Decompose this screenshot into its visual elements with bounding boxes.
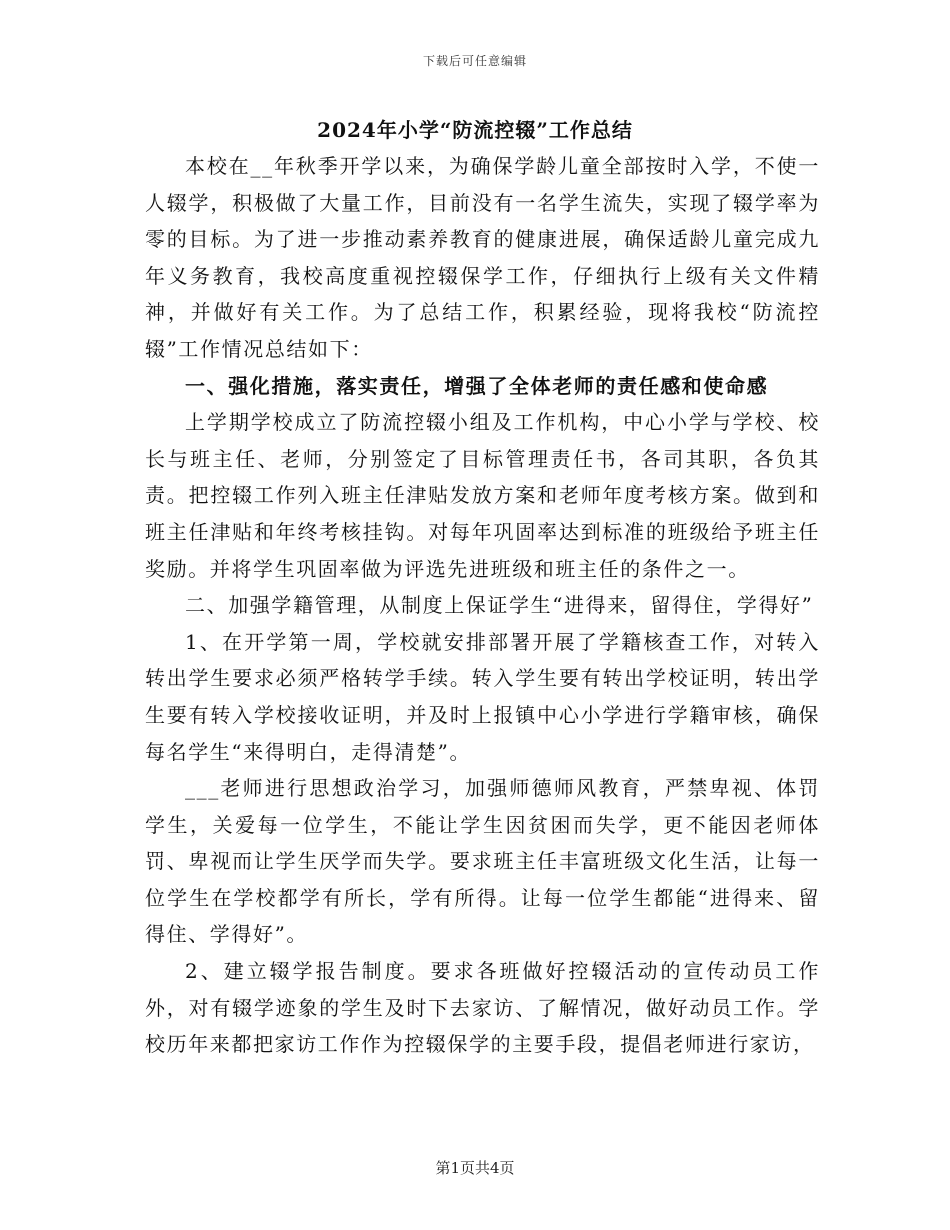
section-heading-2: 二、加强学籍管理，从制度上保证学生“进得来，留得住，学得好” [185, 593, 814, 618]
paragraph-item-1: 1、在开学第一周，学校就安排部署开展了学籍核查工作，对转入转出学生要求必须严格转学手续。转入学生要有转出学校证明，转出学生要有转入学校接收证明，并及时上报镇中心小学进行学籍审核，确保每名学生“来得明白，走得清楚”。 [145, 629, 820, 764]
header-note: 下载后可任意编辑 [422, 54, 527, 68]
paragraph-section-1: 上学期学校成立了防流控辍小组及工作机构，中心小学与学校、校长与班主任、老师，分别签定了目标管理责任书，各司其职，各负其责。把控辍工作列入班主任津贴发放方案和老师年度考核方案。做到和班主任津贴和年终考核挂钩。对每年巩固率达到标准的班级给予班主任奖励。并将学生巩固率做为评选先进班级和班主任的条件之一。 [145, 410, 820, 581]
document-title: 2024年小学“防流控辍”工作总结 [317, 118, 633, 142]
document-body [145, 148, 820, 1063]
page-footer: 第1页共4页 [435, 1159, 515, 1177]
paragraph-intro: 本校在__年秋季开学以来，为确保学龄儿童全部按时入学，不使一人辍学，积极做了大量工作，目前没有一名学生流失，实现了辍学率为零的目标。为了进一步推动素养教育的健康进展，确保适龄儿童完成九年义务教育，我校高度重视控辍保学工作，仔细执行上级有关文件精神，并做好有关工作。为了总结工作，积累经验，现将我校“防流控辍”工作情况总结如下： [145, 154, 820, 361]
paragraph-teacher-education: ___老师进行思想政治学习，加强师德师风教育，严禁卑视、体罚学生，关爱每一位学生，不能让学生因贫困而失学，更不能因老师体罚、卑视而让学生厌学而失学。要求班主任丰富班级文化生活，让每一位学生在学校都学有所长，学有所得。让每一位学生都能“进得来、留得住、学得好”。 [145, 776, 820, 947]
section-heading-1: 一、强化措施，落实责任，增强了全体老师的责任感和使命感 [185, 373, 769, 398]
paragraph-item-2: 2、建立辍学报告制度。要求各班做好控辍活动的宣传动员工作外，对有辍学迹象的学生及时下去家访、了解情况，做好动员工作。学校历年来都把家访工作作为控辍保学的主要手段，提倡老师进行家访， [145, 959, 820, 1057]
